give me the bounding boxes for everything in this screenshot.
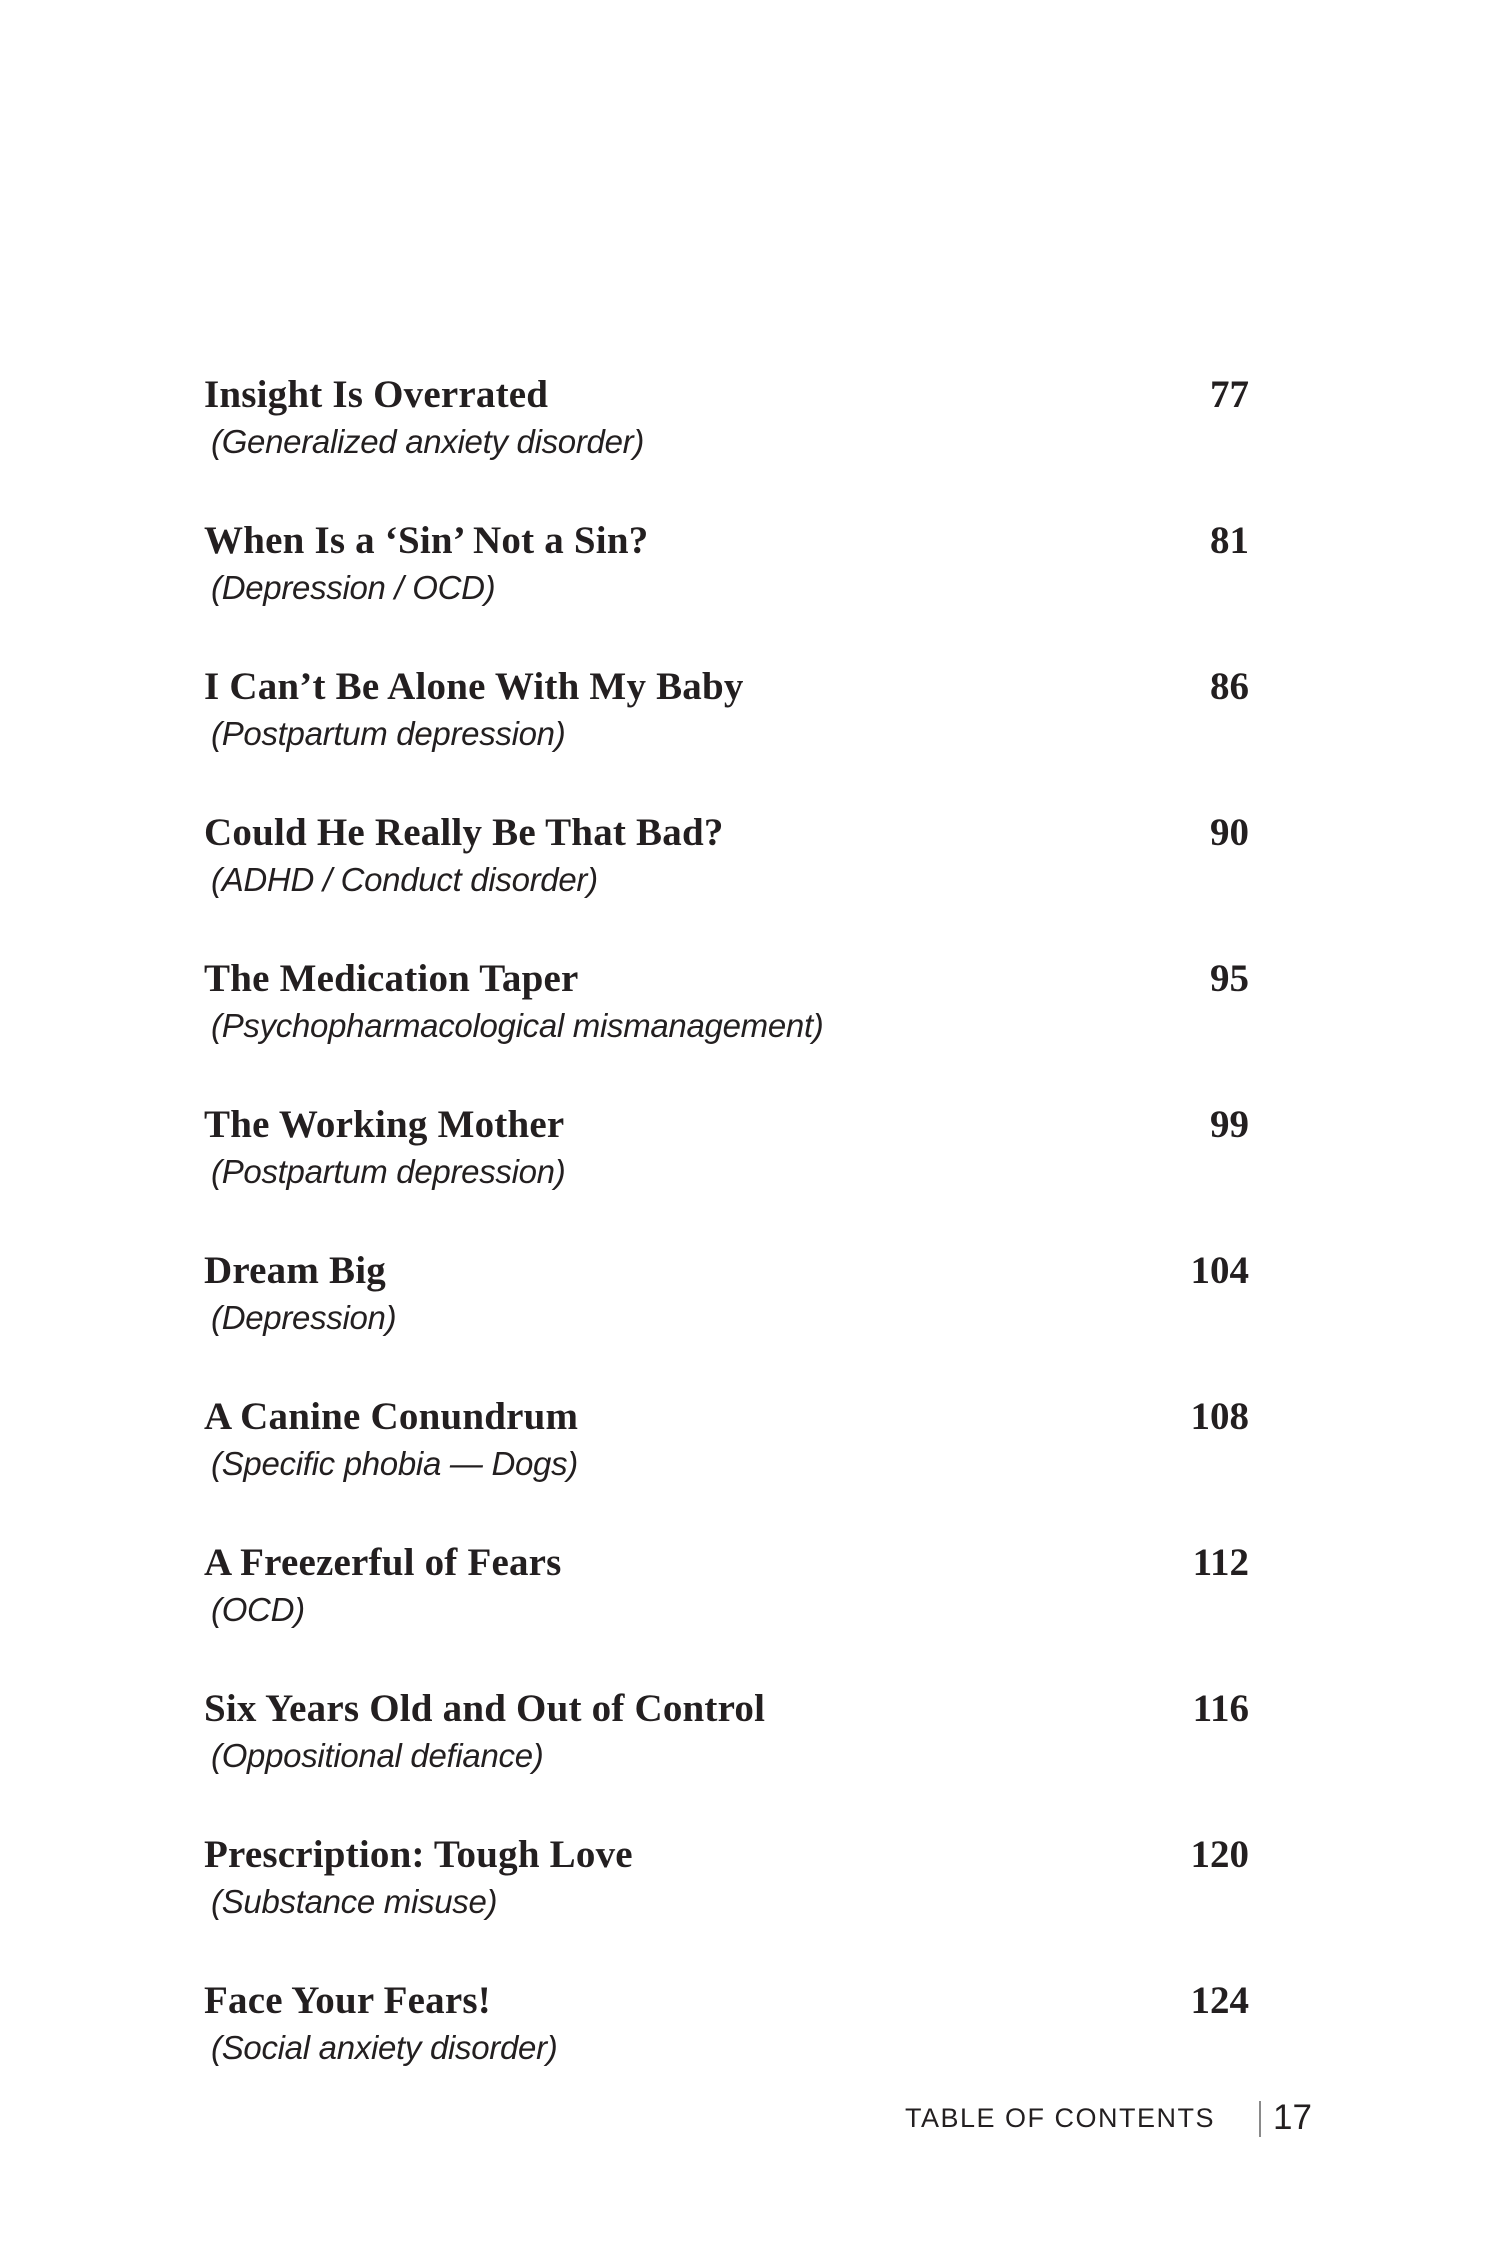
entry-page-number: 90 [1210, 811, 1249, 854]
table-of-contents [204, 370, 1249, 2122]
entry-page-number: 108 [1190, 1395, 1249, 1438]
entry-title: A Canine Conundrum [204, 1395, 579, 1438]
entry-subtitle: (Postpartum depression) [211, 1153, 566, 1190]
entry-subtitle: (Postpartum depression) [211, 715, 566, 752]
footer-divider [1259, 2101, 1261, 2137]
toc-entry[interactable] [204, 954, 1249, 1100]
entry-title: I Can’t Be Alone With My Baby [204, 665, 744, 708]
entry-title: Six Years Old and Out of Control [204, 1687, 766, 1730]
entry-page-number: 95 [1210, 957, 1249, 1000]
entry-page-number: 77 [1210, 373, 1249, 416]
entry-subtitle: (Psychopharmacological mismanagement) [211, 1007, 824, 1044]
entry-title: When Is a ‘Sin’ Not a Sin? [204, 519, 649, 562]
entry-title: The Medication Taper [204, 957, 579, 1000]
toc-entry[interactable] [204, 808, 1249, 954]
entry-title: Dream Big [204, 1249, 386, 1292]
entry-subtitle: (ADHD / Conduct disorder) [211, 861, 598, 898]
entry-subtitle: (Depression) [211, 1299, 397, 1336]
running-footer-section-label: TABLE OF CONTENTS [904, 2103, 1215, 2133]
page-footer [0, 2095, 1500, 2145]
entry-title: A Freezerful of Fears [204, 1541, 562, 1584]
toc-entry[interactable] [204, 662, 1249, 808]
entry-subtitle: (Specific phobia — Dogs) [211, 1445, 578, 1482]
entry-page-number: 104 [1190, 1249, 1249, 1292]
toc-entry[interactable] [204, 1100, 1249, 1246]
toc-entry[interactable] [204, 1392, 1249, 1538]
entry-title: Face Your Fears! [204, 1979, 491, 2022]
entry-subtitle: (Depression / OCD) [211, 569, 496, 606]
entry-page-number: 86 [1210, 665, 1249, 708]
toc-entry[interactable] [204, 1538, 1249, 1684]
entry-page-number: 81 [1210, 519, 1249, 562]
toc-entry[interactable] [204, 516, 1249, 662]
toc-entry[interactable] [204, 370, 1249, 516]
entry-page-number: 99 [1210, 1103, 1249, 1146]
entry-subtitle: (Social anxiety disorder) [211, 2029, 558, 2066]
toc-entry[interactable] [204, 1684, 1249, 1830]
entry-subtitle: (Substance misuse) [211, 1883, 498, 1920]
page-number: 17 [1273, 2098, 1312, 2137]
entry-subtitle: (Oppositional defiance) [211, 1737, 544, 1774]
entry-page-number: 112 [1192, 1541, 1249, 1584]
entry-title: Could He Really Be That Bad? [204, 811, 724, 854]
entry-title: Prescription: Tough Love [204, 1833, 633, 1876]
toc-entry[interactable] [204, 1246, 1249, 1392]
entry-page-number: 124 [1190, 1979, 1249, 2022]
entry-title: Insight Is Overrated [204, 373, 549, 416]
toc-entry[interactable] [204, 1830, 1249, 1976]
entry-title: The Working Mother [204, 1103, 565, 1146]
entry-subtitle: (OCD) [211, 1591, 305, 1628]
entry-page-number: 116 [1192, 1687, 1249, 1730]
entry-page-number: 120 [1190, 1833, 1249, 1876]
entry-subtitle: (Generalized anxiety disorder) [211, 423, 645, 460]
